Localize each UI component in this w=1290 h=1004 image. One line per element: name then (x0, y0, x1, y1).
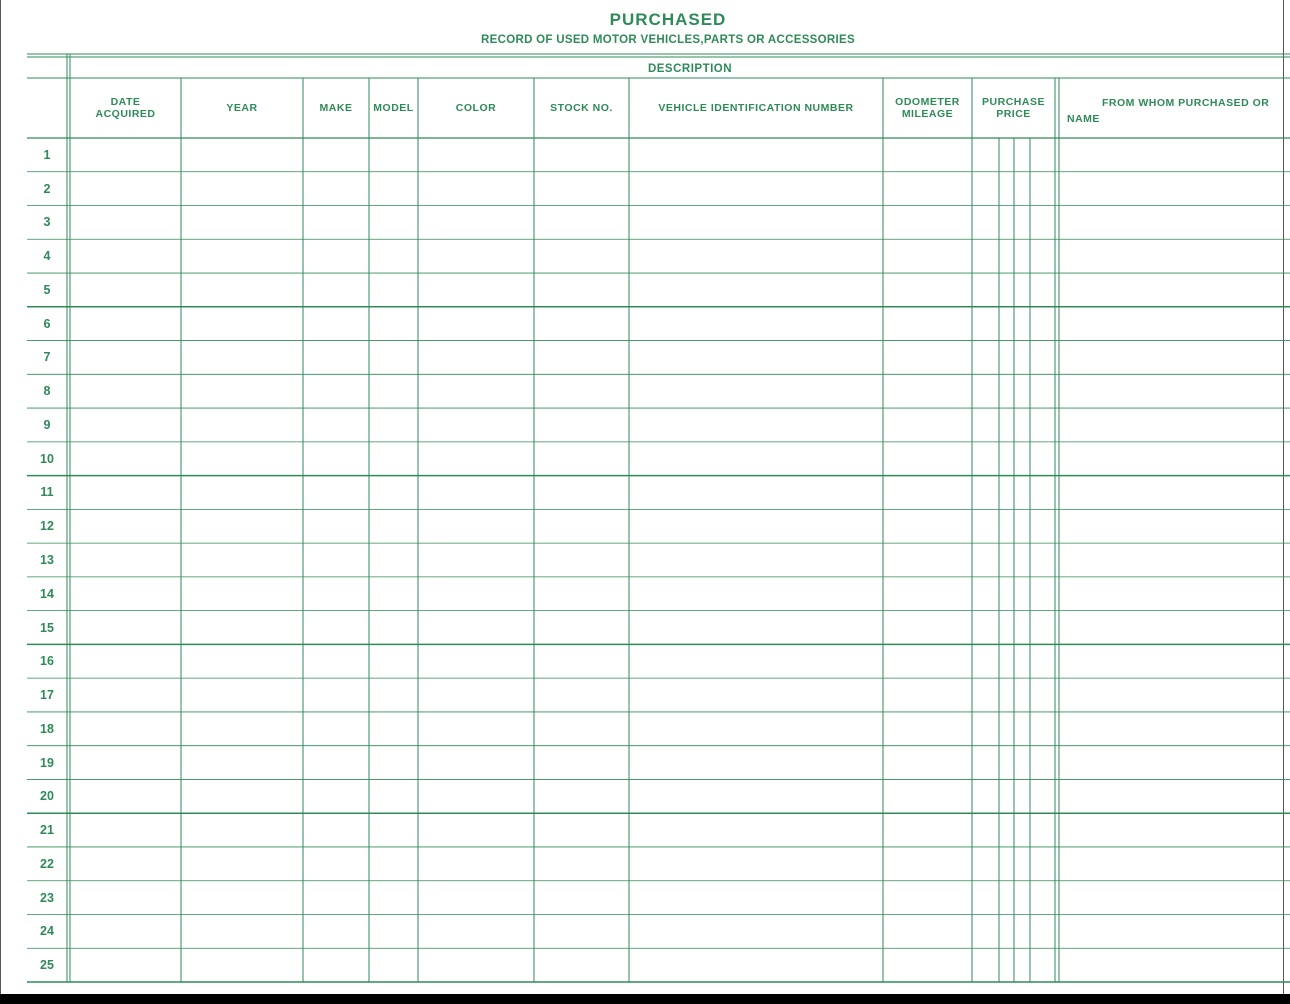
row-number: 7 (43, 350, 51, 365)
cell-purchase-price[interactable] (973, 139, 1054, 171)
cell-color[interactable] (419, 443, 533, 475)
cell-from-whom[interactable] (1056, 949, 1283, 981)
cell-vin[interactable] (630, 544, 882, 576)
cell-from-whom[interactable] (1056, 915, 1283, 947)
cell-stock-no[interactable] (535, 477, 628, 509)
cell-make[interactable] (304, 375, 368, 407)
cell-stock-no[interactable] (535, 207, 628, 239)
row-number: 14 (40, 586, 54, 601)
cell-year[interactable] (182, 477, 302, 509)
cell-vin[interactable] (630, 713, 882, 745)
cell-date-acquired[interactable] (71, 139, 180, 171)
cell-vin[interactable] (630, 510, 882, 542)
cell-from-whom[interactable] (1056, 308, 1283, 340)
cell-vin[interactable] (630, 612, 882, 644)
cell-odometer[interactable] (884, 949, 971, 981)
cell-from-whom[interactable] (1056, 173, 1283, 205)
row-number: 13 (40, 552, 54, 567)
cell-purchase-price[interactable] (973, 443, 1054, 475)
cell-year[interactable] (182, 915, 302, 947)
cell-stock-no[interactable] (535, 713, 628, 745)
cell-date-acquired[interactable] (71, 173, 180, 205)
cell-make[interactable] (304, 477, 368, 509)
cell-purchase-price[interactable] (973, 848, 1054, 880)
cell-vin[interactable] (630, 308, 882, 340)
cell-year[interactable] (182, 612, 302, 644)
cell-purchase-price[interactable] (973, 747, 1054, 779)
cell-purchase-price[interactable] (973, 510, 1054, 542)
cell-date-acquired[interactable] (71, 915, 180, 947)
cell-odometer[interactable] (884, 747, 971, 779)
cell-odometer[interactable] (884, 544, 971, 576)
cell-make[interactable] (304, 848, 368, 880)
cell-year[interactable] (182, 780, 302, 812)
cell-model[interactable] (370, 949, 417, 981)
cell-odometer[interactable] (884, 578, 971, 610)
header-from-whom-purchased (1062, 78, 1284, 138)
cell-stock-no[interactable] (535, 578, 628, 610)
cell-model[interactable] (370, 848, 417, 880)
cell-stock-no[interactable] (535, 949, 628, 981)
cell-purchase-price[interactable] (973, 949, 1054, 981)
cell-vin[interactable] (630, 409, 882, 441)
cell-make[interactable] (304, 915, 368, 947)
cell-model[interactable] (370, 747, 417, 779)
cell-color[interactable] (419, 308, 533, 340)
cell-color[interactable] (419, 713, 533, 745)
cell-color[interactable] (419, 409, 533, 441)
row-number: 4 (43, 249, 51, 264)
cell-model[interactable] (370, 139, 417, 171)
cell-from-whom[interactable] (1056, 713, 1283, 745)
cell-stock-no[interactable] (535, 544, 628, 576)
cell-model[interactable] (370, 409, 417, 441)
cell-from-whom[interactable] (1056, 477, 1283, 509)
cell-stock-no[interactable] (535, 308, 628, 340)
cell-color[interactable] (419, 882, 533, 914)
cell-odometer[interactable] (884, 342, 971, 374)
cell-from-whom[interactable] (1056, 848, 1283, 880)
cell-make[interactable] (304, 274, 368, 306)
cell-from-whom[interactable] (1056, 679, 1283, 711)
cell-vin[interactable] (630, 780, 882, 812)
form-subtitle: RECORD OF USED MOTOR VEHICLES,PARTS OR ACCESSORIES (481, 34, 855, 46)
cell-year[interactable] (182, 342, 302, 374)
header-model: MODEL (373, 102, 414, 114)
cell-color[interactable] (419, 544, 533, 576)
cell-make[interactable] (304, 713, 368, 745)
cell-odometer[interactable] (884, 882, 971, 914)
header-date-acquired: DATE ACQUIRED (95, 96, 156, 120)
cell-odometer[interactable] (884, 207, 971, 239)
cell-make[interactable] (304, 173, 368, 205)
cell-stock-no[interactable] (535, 510, 628, 542)
cell-date-acquired[interactable] (71, 679, 180, 711)
cell-date-acquired[interactable] (71, 848, 180, 880)
cell-date-acquired[interactable] (71, 747, 180, 779)
cell-vin[interactable] (630, 679, 882, 711)
cell-stock-no[interactable] (535, 375, 628, 407)
cell-odometer[interactable] (884, 443, 971, 475)
cell-color[interactable] (419, 578, 533, 610)
cell-make[interactable] (304, 510, 368, 542)
cell-year[interactable] (182, 713, 302, 745)
cell-date-acquired[interactable] (71, 578, 180, 610)
cell-year[interactable] (182, 274, 302, 306)
cell-from-whom[interactable] (1056, 814, 1283, 846)
cell-color[interactable] (419, 915, 533, 947)
cell-vin[interactable] (630, 645, 882, 677)
cell-purchase-price[interactable] (973, 814, 1054, 846)
cell-color[interactable] (419, 375, 533, 407)
cell-color[interactable] (419, 814, 533, 846)
cell-stock-no[interactable] (535, 747, 628, 779)
header-purchase-price: PURCHASE PRICE (982, 96, 1045, 120)
cell-year[interactable] (182, 949, 302, 981)
cell-vin[interactable] (630, 477, 882, 509)
cell-date-acquired[interactable] (71, 814, 180, 846)
row-number: 18 (40, 721, 54, 736)
cell-purchase-price[interactable] (973, 342, 1054, 374)
cell-color[interactable] (419, 679, 533, 711)
cell-date-acquired[interactable] (71, 949, 180, 981)
cell-year[interactable] (182, 679, 302, 711)
cell-model[interactable] (370, 510, 417, 542)
cell-stock-no[interactable] (535, 409, 628, 441)
cell-color[interactable] (419, 645, 533, 677)
header-year: YEAR (226, 102, 258, 114)
cell-odometer[interactable] (884, 240, 971, 272)
cell-purchase-price[interactable] (973, 240, 1054, 272)
cell-vin[interactable] (630, 814, 882, 846)
cell-vin[interactable] (630, 915, 882, 947)
cell-stock-no[interactable] (535, 645, 628, 677)
row-number: 20 (40, 789, 54, 804)
cell-make[interactable] (304, 747, 368, 779)
cell-from-whom[interactable] (1056, 882, 1283, 914)
cell-model[interactable] (370, 882, 417, 914)
cell-vin[interactable] (630, 139, 882, 171)
row-number: 10 (40, 451, 54, 466)
header-stock-no: STOCK NO. (550, 102, 613, 114)
cell-odometer[interactable] (884, 713, 971, 745)
cell-make[interactable] (304, 645, 368, 677)
row-number: 21 (40, 823, 54, 838)
cell-date-acquired[interactable] (71, 409, 180, 441)
cell-model[interactable] (370, 645, 417, 677)
cell-vin[interactable] (630, 173, 882, 205)
cell-year[interactable] (182, 409, 302, 441)
cell-make[interactable] (304, 814, 368, 846)
cell-date-acquired[interactable] (71, 645, 180, 677)
cell-make[interactable] (304, 139, 368, 171)
cell-stock-no[interactable] (535, 882, 628, 914)
cell-color[interactable] (419, 240, 533, 272)
cell-model[interactable] (370, 544, 417, 576)
cell-date-acquired[interactable] (71, 544, 180, 576)
row-number: 2 (43, 181, 51, 196)
cell-year[interactable] (182, 240, 302, 272)
cell-make[interactable] (304, 578, 368, 610)
cell-from-whom[interactable] (1056, 207, 1283, 239)
row-number: 16 (40, 654, 54, 669)
cell-model[interactable] (370, 578, 417, 610)
cell-model[interactable] (370, 274, 417, 306)
cell-odometer[interactable] (884, 915, 971, 947)
cell-make[interactable] (304, 612, 368, 644)
cell-color[interactable] (419, 274, 533, 306)
cell-year[interactable] (182, 139, 302, 171)
cell-from-whom[interactable] (1056, 342, 1283, 374)
cell-odometer[interactable] (884, 510, 971, 542)
cell-vin[interactable] (630, 578, 882, 610)
cell-purchase-price[interactable] (973, 477, 1054, 509)
cell-vin[interactable] (630, 375, 882, 407)
cell-color[interactable] (419, 780, 533, 812)
cell-vin[interactable] (630, 240, 882, 272)
cell-date-acquired[interactable] (71, 375, 180, 407)
cell-stock-no[interactable] (535, 173, 628, 205)
cell-purchase-price[interactable] (973, 308, 1054, 340)
cell-stock-no[interactable] (535, 814, 628, 846)
cell-odometer[interactable] (884, 274, 971, 306)
cell-vin[interactable] (630, 274, 882, 306)
cell-vin[interactable] (630, 747, 882, 779)
cell-make[interactable] (304, 342, 368, 374)
cell-model[interactable] (370, 679, 417, 711)
cell-make[interactable] (304, 679, 368, 711)
cell-from-whom[interactable] (1056, 510, 1283, 542)
cell-purchase-price[interactable] (973, 409, 1054, 441)
cell-purchase-price[interactable] (973, 882, 1054, 914)
cell-make[interactable] (304, 409, 368, 441)
cell-stock-no[interactable] (535, 274, 628, 306)
cell-color[interactable] (419, 848, 533, 880)
cell-year[interactable] (182, 747, 302, 779)
cell-date-acquired[interactable] (71, 274, 180, 306)
cell-date-acquired[interactable] (71, 308, 180, 340)
cell-color[interactable] (419, 207, 533, 239)
cell-purchase-price[interactable] (973, 173, 1054, 205)
cell-from-whom[interactable] (1056, 240, 1283, 272)
cell-purchase-price[interactable] (973, 578, 1054, 610)
cell-color[interactable] (419, 477, 533, 509)
cell-make[interactable] (304, 949, 368, 981)
cell-year[interactable] (182, 443, 302, 475)
cell-date-acquired[interactable] (71, 240, 180, 272)
cell-make[interactable] (304, 207, 368, 239)
cell-year[interactable] (182, 814, 302, 846)
cell-purchase-price[interactable] (973, 679, 1054, 711)
description-section-label: DESCRIPTION (647, 63, 733, 75)
cell-stock-no[interactable] (535, 848, 628, 880)
header-make: MAKE (319, 102, 353, 114)
cell-stock-no[interactable] (535, 915, 628, 947)
cell-stock-no[interactable] (535, 443, 628, 475)
cell-odometer[interactable] (884, 173, 971, 205)
cell-color[interactable] (419, 949, 533, 981)
cell-color[interactable] (419, 510, 533, 542)
cell-model[interactable] (370, 814, 417, 846)
cell-odometer[interactable] (884, 645, 971, 677)
cell-color[interactable] (419, 173, 533, 205)
cell-odometer[interactable] (884, 848, 971, 880)
cell-stock-no[interactable] (535, 240, 628, 272)
cell-make[interactable] (304, 882, 368, 914)
cell-purchase-price[interactable] (973, 915, 1054, 947)
cell-year[interactable] (182, 510, 302, 542)
cell-odometer[interactable] (884, 780, 971, 812)
cell-model[interactable] (370, 612, 417, 644)
cell-odometer[interactable] (884, 308, 971, 340)
cell-model[interactable] (370, 477, 417, 509)
header-vin: VEHICLE IDENTIFICATION NUMBER (658, 102, 854, 114)
cell-year[interactable] (182, 544, 302, 576)
cell-purchase-price[interactable] (973, 780, 1054, 812)
cell-date-acquired[interactable] (71, 713, 180, 745)
cell-year[interactable] (182, 375, 302, 407)
cell-date-acquired[interactable] (71, 612, 180, 644)
cell-odometer[interactable] (884, 409, 971, 441)
cell-date-acquired[interactable] (71, 780, 180, 812)
cell-purchase-price[interactable] (973, 375, 1054, 407)
cell-make[interactable] (304, 544, 368, 576)
cell-date-acquired[interactable] (71, 207, 180, 239)
cell-odometer[interactable] (884, 375, 971, 407)
cell-model[interactable] (370, 173, 417, 205)
cell-color[interactable] (419, 139, 533, 171)
cell-color[interactable] (419, 747, 533, 779)
cell-date-acquired[interactable] (71, 477, 180, 509)
row-number: 5 (43, 282, 51, 297)
row-number: 12 (40, 519, 54, 534)
cell-color[interactable] (419, 342, 533, 374)
cell-from-whom[interactable] (1056, 375, 1283, 407)
cell-make[interactable] (304, 443, 368, 475)
row-number: 1 (43, 147, 51, 162)
cell-year[interactable] (182, 207, 302, 239)
cell-stock-no[interactable] (535, 139, 628, 171)
header-from-whom-line2: NAME (1067, 113, 1100, 125)
cell-purchase-price[interactable] (973, 645, 1054, 677)
cell-vin[interactable] (630, 443, 882, 475)
cell-from-whom[interactable] (1056, 139, 1283, 171)
cell-model[interactable] (370, 308, 417, 340)
cell-purchase-price[interactable] (973, 612, 1054, 644)
cell-vin[interactable] (630, 342, 882, 374)
row-number: 23 (40, 890, 54, 905)
cell-from-whom[interactable] (1056, 645, 1283, 677)
header-color: COLOR (455, 102, 497, 114)
cell-stock-no[interactable] (535, 342, 628, 374)
row-number: 17 (40, 688, 54, 703)
cell-from-whom[interactable] (1056, 612, 1283, 644)
cell-make[interactable] (304, 780, 368, 812)
cell-from-whom[interactable] (1056, 747, 1283, 779)
cell-year[interactable] (182, 308, 302, 340)
row-number: 6 (43, 316, 51, 331)
cell-odometer[interactable] (884, 679, 971, 711)
form-title: PURCHASED (609, 10, 727, 29)
cell-from-whom[interactable] (1056, 780, 1283, 812)
cell-year[interactable] (182, 578, 302, 610)
cell-year[interactable] (182, 848, 302, 880)
row-number: 22 (40, 856, 54, 871)
cell-make[interactable] (304, 240, 368, 272)
cell-model[interactable] (370, 780, 417, 812)
cell-from-whom[interactable] (1056, 578, 1283, 610)
row-number: 25 (40, 958, 54, 973)
row-number: 24 (40, 924, 54, 939)
row-number: 9 (43, 417, 51, 432)
row-number: 11 (40, 485, 54, 500)
cell-model[interactable] (370, 713, 417, 745)
cell-model[interactable] (370, 915, 417, 947)
cell-purchase-price[interactable] (973, 713, 1054, 745)
cell-from-whom[interactable] (1056, 274, 1283, 306)
row-number: 19 (40, 755, 54, 770)
cell-model[interactable] (370, 207, 417, 239)
cell-year[interactable] (182, 882, 302, 914)
cell-vin[interactable] (630, 207, 882, 239)
cell-odometer[interactable] (884, 139, 971, 171)
cell-from-whom[interactable] (1056, 443, 1283, 475)
cell-stock-no[interactable] (535, 612, 628, 644)
cell-purchase-price[interactable] (973, 207, 1054, 239)
cell-odometer[interactable] (884, 477, 971, 509)
cell-vin[interactable] (630, 848, 882, 880)
cell-date-acquired[interactable] (71, 882, 180, 914)
cell-date-acquired[interactable] (71, 443, 180, 475)
cell-year[interactable] (182, 645, 302, 677)
cell-date-acquired[interactable] (71, 510, 180, 542)
cell-purchase-price[interactable] (973, 544, 1054, 576)
header-odometer: ODOMETER MILEAGE (895, 96, 960, 120)
cell-vin[interactable] (630, 882, 882, 914)
cell-model[interactable] (370, 240, 417, 272)
cell-purchase-price[interactable] (973, 274, 1054, 306)
row-number: 15 (40, 620, 54, 635)
header-from-whom-line1: FROM WHOM PURCHASED OR (1102, 97, 1270, 109)
cell-stock-no[interactable] (535, 679, 628, 711)
cell-from-whom[interactable] (1056, 544, 1283, 576)
cell-odometer[interactable] (884, 612, 971, 644)
cell-odometer[interactable] (884, 814, 971, 846)
row-number: 8 (43, 384, 51, 399)
cell-model[interactable] (370, 342, 417, 374)
cell-color[interactable] (419, 612, 533, 644)
cell-date-acquired[interactable] (71, 342, 180, 374)
cell-vin[interactable] (630, 949, 882, 981)
cell-model[interactable] (370, 443, 417, 475)
cell-from-whom[interactable] (1056, 409, 1283, 441)
cell-stock-no[interactable] (535, 780, 628, 812)
row-number: 3 (43, 215, 51, 230)
cell-make[interactable] (304, 308, 368, 340)
cell-model[interactable] (370, 375, 417, 407)
cell-year[interactable] (182, 173, 302, 205)
